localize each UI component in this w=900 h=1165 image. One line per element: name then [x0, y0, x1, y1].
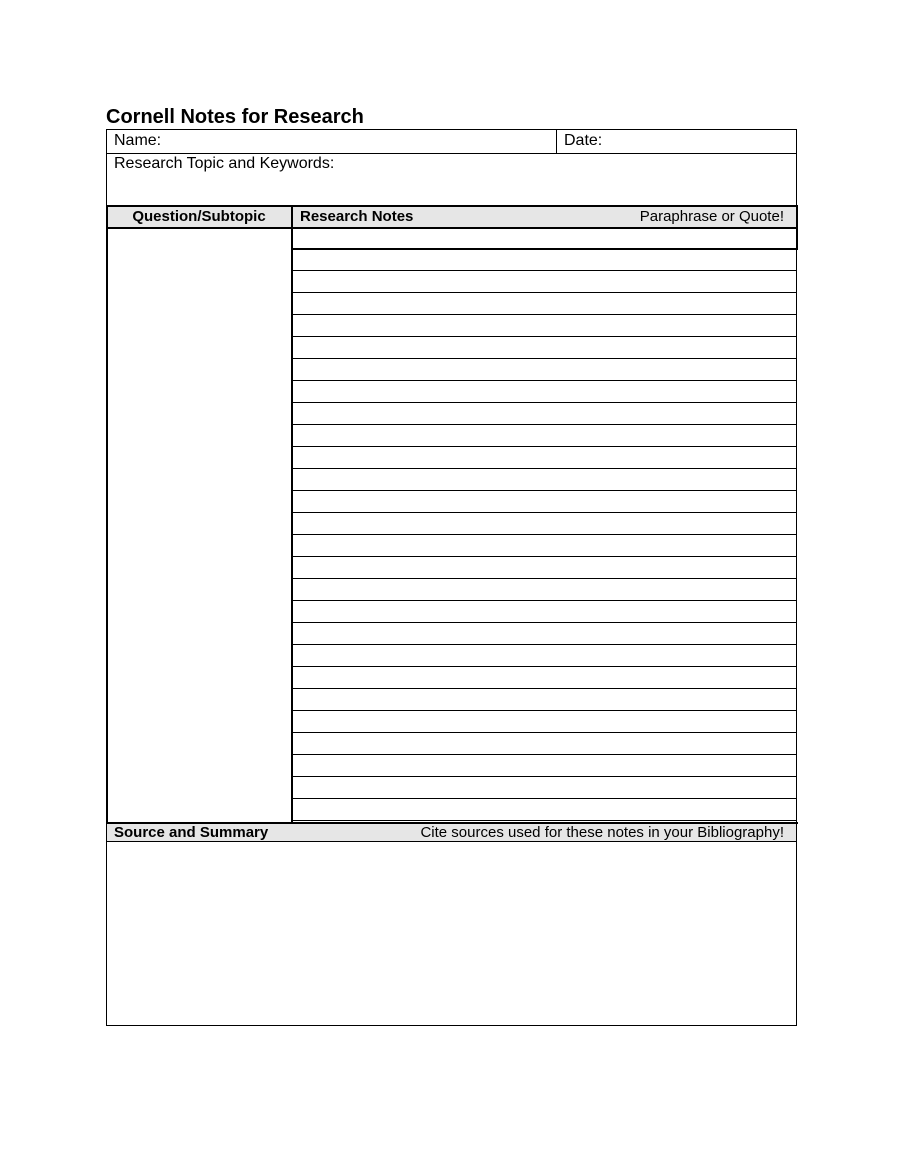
note-line: [292, 644, 797, 645]
note-line: [292, 468, 797, 469]
name-row-bottom: [106, 153, 797, 154]
page-title: Cornell Notes for Research: [106, 106, 364, 128]
notes-header-top: [106, 205, 798, 207]
notes-right-edge-top: [796, 205, 798, 250]
summary-header-bottom: [106, 841, 797, 842]
notes-header-bottom: [106, 227, 798, 229]
note-line: [292, 622, 797, 623]
note-line: [292, 292, 797, 293]
note-line: [292, 688, 797, 689]
note-line: [292, 754, 797, 755]
notes-left-edge: [106, 205, 108, 823]
name-field-label: Name:: [114, 132, 162, 149]
note-line: [292, 446, 797, 447]
note-line: [292, 578, 797, 579]
note-line: [292, 490, 797, 491]
question-column-header: Question/Subtopic: [132, 208, 266, 225]
note-line: [292, 336, 797, 337]
notes-column-header: Research Notes: [300, 208, 414, 225]
note-line: [292, 270, 797, 271]
note-line: [292, 248, 798, 250]
date-field-label: Date:: [564, 132, 603, 149]
notes-hint: Paraphrase or Quote!: [639, 208, 784, 225]
note-line: [292, 512, 797, 513]
topic-field-label: Research Topic and Keywords:: [114, 155, 335, 172]
note-line: [292, 380, 797, 381]
note-line: [292, 798, 797, 799]
note-line: [292, 666, 797, 667]
note-line: [292, 556, 797, 557]
note-line: [292, 600, 797, 601]
note-line: [292, 776, 797, 777]
question-notes-divider: [291, 205, 293, 823]
summary-hint: Cite sources used for these notes in your Bibliography!: [420, 824, 784, 841]
note-line: [292, 358, 797, 359]
note-line: [292, 534, 797, 535]
note-line: [292, 732, 797, 733]
name-date-divider: [556, 129, 557, 153]
summary-header-label: Source and Summary: [114, 824, 269, 841]
note-line: [292, 402, 797, 403]
note-line: [292, 314, 797, 315]
note-line: [292, 424, 797, 425]
note-line: [292, 710, 797, 711]
note-line: [292, 820, 797, 821]
